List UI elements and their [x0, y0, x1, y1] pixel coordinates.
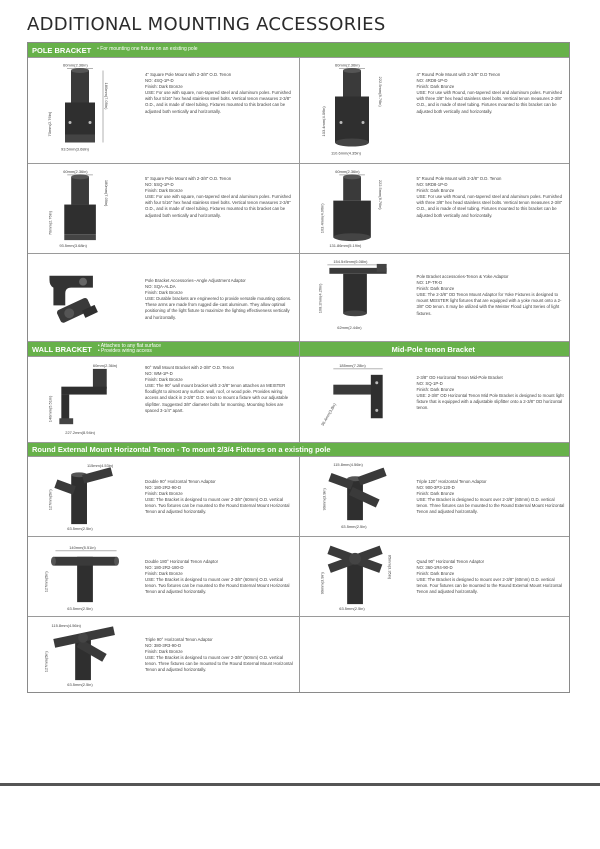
product-card: [28, 457, 299, 536]
dim-label: 70mm(2.76in): [47, 111, 52, 137]
quad-90-tenon-illustration: [303, 541, 413, 612]
triple-90-tenon-illustration: [31, 621, 141, 688]
section-title: WALL BRACKET: [32, 344, 92, 354]
product-number: NO: 5RD8-1P-D: [416, 182, 448, 188]
product-use: USE: Durable brackets are engineered to provide versatile mounting options. These arms are made from rugged die-cast aluminum. They allow optimal positioning of the light fixture to maximize the lighting effectiveness vertically and horizontally.: [145, 296, 292, 320]
empty-cell: [299, 617, 569, 692]
mid-pole-bracket-illustration: [303, 361, 413, 438]
triple-120-tenon-illustration: [303, 461, 413, 532]
product-card: [299, 457, 570, 536]
dim-label: 70mm(2.76in): [47, 210, 53, 236]
product-number: NO: 360-1R4-90-D: [416, 565, 453, 571]
dim-label: 60mm(2.36in): [63, 62, 88, 68]
product-title: Double 90° Horizontal Tenon Adaptor: [145, 479, 216, 484]
product-row: [28, 356, 569, 442]
product-row: [28, 253, 569, 341]
dim-label: 127mm(5in): [43, 571, 49, 593]
product-finish: Finish: Dark Bronze: [416, 286, 455, 292]
product-row: [28, 616, 569, 692]
product-use: USE: 2-3/8" OD Horizontal Tenon Mid Pole Bracket is designed to mount light fixture that is equipped with a adjustable slipfitter onto a 2-3/8" OD horizontal tenon.: [416, 393, 564, 411]
dim-label: 222.5mm(8.76in): [377, 76, 383, 107]
product-use: USE: The Bracket is designed to mount over 2-3/8" (60mm) O.D. vertical tenon. Four fixtures can be mounted to the Round External Mount Horizontal Tenon and adjusted horizontally.: [416, 577, 562, 595]
product-use: USE: For use with Round, non-tapered steel and aluminum poles. Furnished with three 3/8" hex head stainless steel bolts. Vertical tenon measures 2-3/8" O.D., and is made of steel tubing. Fixtures mounted to this bracket can be adjusted both vertically and horizontally.: [416, 194, 563, 218]
dim-label: 62mm(2.44in): [336, 325, 362, 331]
dim-label: 99mm(3.9in): [320, 488, 326, 511]
product-card: [28, 537, 299, 616]
dim-label: 115mm(4.53in): [86, 462, 114, 468]
product-row: [28, 536, 569, 616]
dim-label: 63.5mm(2.5in): [338, 606, 365, 612]
dim-label: 140mm(5.51in): [47, 395, 53, 423]
product-finish: Finish: Dark Bronze: [145, 571, 183, 577]
dim-label: 115.8mm(4.56in): [51, 622, 81, 628]
product-number: NO: SQA-ALDA: [145, 284, 176, 290]
product-number: NO: 4SQ-1P-D: [145, 78, 174, 84]
product-number: NO: WM-1P-D: [145, 371, 173, 377]
dim-label: 180mm(7.09in): [104, 82, 109, 110]
product-row: [28, 163, 569, 253]
dim-label: 93.5mm(3.68in): [59, 243, 87, 249]
product-title: Quad 90° Horizontal Tenon Adaptor: [416, 559, 485, 564]
product-title: 5" Square Pole Mount with 2-3/8" O.D. Tenon: [145, 176, 232, 181]
product-number: NO: 5SQ-1P-D: [145, 182, 174, 188]
section-title: Mid-Pole tenon Bracket: [391, 344, 475, 354]
product-use: USE: The Bracket is designed to mount over 2-3/8" (60mm) O.D. vertical tenon. Three fixtures can be mounted to the Round External Mount Horizontal Tenon and adjusted horizontally.: [145, 655, 293, 673]
product-title: Triple 90° Horizontal Tenon Adaptor: [145, 637, 213, 642]
product-use: USE: For use with square, non-tapered steel and aluminum poles. Furnished with four 5/16" hex head stainless steel bolts. Vertical tenon measures 2-3/8" O.D., and is made of steel tubing. Fixtures mounted to this bracket can be adjusted both vertically and horizontally.: [145, 194, 291, 218]
dim-label: 60mm(2.36in): [334, 168, 360, 174]
product-row: [28, 57, 569, 163]
dim-label: 93.5mm(3.68in): [61, 146, 90, 152]
product-number: NO: 180-2R2-90-D: [145, 485, 182, 491]
product-use: USE: The 2-3/8" OD Tenon Mount Adaptor for Yoke Fixtures is designed to mount MEISTER light fixtures that are equipped with a yoke mount onto a 2-3/8" OD tenon. It may be utilized with the Meister Flood Light Series of light fixtures.: [416, 292, 562, 316]
section-subtitle: • Provides wiring access: [97, 348, 152, 354]
product-number: NO: 180-2R2-180-D: [145, 565, 184, 571]
dim-label: 85mm(3.35in): [387, 554, 393, 580]
section-header-mid-pole: [299, 342, 570, 356]
product-finish: Finish: Dark Bronze: [145, 377, 183, 383]
page-title: ADDITIONAL MOUNTING ACCESSORIES: [27, 14, 386, 35]
product-title: 90° Wall Mount Bracket with 2-3/8" O.D. Tenon: [145, 365, 234, 370]
product-title: Pole Bracket Accessories--Angle Adjustment Adaptor: [145, 278, 246, 283]
product-card: [299, 58, 570, 163]
product-finish: Finish: Dark Bronze: [145, 649, 183, 655]
accessories-table: [27, 42, 570, 693]
product-card: [28, 58, 299, 163]
product-use: USE: For use with Round, non-tapered steel and aluminum poles. Furnished with three 3/8" hex head stainless steel bolts. Vertical tenon measures 2-3/8" O.D., and is made of steel tubing. Fixtures mounted to this bracket can be adjusted both vertically and horizontally.: [416, 90, 563, 114]
section-header-wall-bracket: [28, 342, 299, 356]
dim-label: 63.5mm(2.5in): [67, 682, 93, 688]
product-card: [28, 254, 299, 341]
product-card: [299, 537, 570, 616]
tenon-yoke-adaptor-illustration: [303, 258, 413, 337]
product-finish: Finish: Dark Bronze: [416, 387, 455, 393]
dim-label: 63.5mm(2.5in): [67, 606, 93, 612]
double-90-tenon-illustration: [31, 461, 141, 532]
product-finish: Finish: Dark Bronze: [416, 84, 455, 90]
product-title: 4" Round Pole Mount with 2-3/8" O.D Tenon: [416, 72, 501, 77]
dim-label: 103.4mm(4.06in): [320, 106, 326, 137]
product-finish: Finish: Dark Bronze: [145, 290, 183, 296]
round-pole-mount-illustration: [303, 168, 413, 249]
dim-label: 96.4mm(3.8in): [319, 402, 337, 427]
dim-label: 60mm(2.36in): [63, 168, 88, 174]
angle-adjustment-adaptor-illustration: [31, 258, 141, 337]
product-card: [299, 164, 570, 253]
dim-label: 115.8mm(4.56in): [332, 461, 363, 467]
square-pole-mount-illustration: [31, 168, 141, 249]
product-title: Double 180° Horizontal Tenon Adaptor: [145, 559, 219, 564]
product-row: [28, 456, 569, 536]
dim-label: 127mm(5in): [47, 489, 53, 511]
product-title: 5" Round Pole Mount with 2-3/8" O.D. Tenon: [416, 176, 502, 181]
dim-label: 131.86mm(5.19in): [328, 243, 361, 249]
product-use: USE: The Bracket is designed to mount over 2-3/8" (60mm) O.D. vertical tenon. Two fixtures can be mounted to the Round External Mount Horizontal Tenon and adjusted horizontally.: [145, 497, 290, 515]
product-use: USE: The Bracket is designed to mount over 2-3/8" (60mm) O.D. vertical tenon. Three fixtures can be mounted to the Round External Mount Horizontal Tenon and adjusted horizontally.: [416, 497, 565, 515]
product-card: [299, 357, 570, 442]
round-pole-mount-illustration: [303, 62, 413, 159]
section-headers-row: [28, 341, 569, 356]
section-title: POLE BRACKET: [32, 45, 92, 55]
product-number: NO: 900-3P3-120-D: [416, 485, 455, 491]
dim-label: 127mm(5in): [43, 651, 49, 673]
section-subtitle: • Attaches to any flat surface: [97, 342, 162, 349]
dim-label: 222.5mm(8.76in): [377, 179, 383, 210]
product-number: NO: SQ-1P-D: [416, 381, 443, 387]
product-finish: Finish: Dark Bronze: [145, 84, 183, 90]
product-title: 4" Square Pole Mount with 2-3/8" O.D. Tenon: [145, 72, 232, 77]
product-title: Pole Bracket accessories-Tenon & Yoke Adaptor: [416, 274, 509, 279]
footer-rule: [0, 783, 600, 786]
product-card: [28, 164, 299, 253]
dim-label: 108.2mm(4.26in): [316, 283, 322, 314]
product-number: NO: 1P-TR-D: [416, 280, 443, 286]
dim-label: 227.2mm(8.94in): [65, 430, 96, 436]
double-180-tenon-illustration: [31, 541, 141, 612]
square-pole-mount-illustration: [31, 62, 141, 159]
product-finish: Finish: Dark Bronze: [145, 491, 183, 497]
dim-label: 185mm(7.28in): [338, 362, 366, 368]
product-finish: Finish: Dark Bronze: [416, 491, 455, 497]
dim-label: 180mm(7.09in): [103, 179, 109, 207]
dim-label: 63.5mm(2.5in): [67, 526, 93, 532]
product-finish: Finish: Dark Bronze: [145, 188, 183, 194]
dim-label: 60mm(2.36in): [334, 62, 360, 68]
product-use: USE: For use with square, non-tapered steel and aluminum poles. Furnished with four 5/16" hex head stainless steel bolts. Vertical tenon measures 2-3/8" O.D., and is made of steel tubing. Fixtures mounted to this bracket can be adjusted both vertically and horizontally.: [145, 90, 291, 114]
product-finish: Finish: Dark Bronze: [416, 571, 455, 577]
dim-label: 63.5mm(2.5in): [340, 524, 367, 530]
dim-label: 60mm(2.36in): [92, 362, 118, 368]
section-header-pole-bracket: [28, 43, 569, 57]
dim-label: 154.5±5mm(6.08in): [332, 258, 367, 264]
product-finish: Finish: Dark Bronze: [416, 188, 455, 194]
product-use: USE: The 90° wall mount bracket with 2-3/8" tenon attaches an MEISTER floodlight to almost any surface: wall, roof, or wood pole. Provides wiring access and slack in 2-3/8" O.D. tenon to mount a fixture with our adjustable slipfitter. Suggested 3/8" diameter bolts for mounting. Mounting holes are spaced 3-1/4" apart.: [145, 383, 289, 413]
product-title: Triple 120° Horizontal Tenon Adaptor: [416, 479, 487, 484]
section-header-round-tenon: [28, 442, 569, 456]
dim-label: 103.4mm(4.06in): [318, 203, 324, 234]
dim-label: 140mm(5.51in): [69, 544, 96, 550]
product-number: NO: 380-3R3-90-D: [145, 643, 182, 649]
wall-mount-bracket-illustration: [31, 361, 141, 438]
product-card: [28, 617, 299, 692]
product-number: NO: 4RD8-1P-D: [416, 78, 448, 84]
product-use: USE: The Bracket is designed to mount over 2-3/8" (60mm) O.D. vertical tenon. Two fixtures can be mounted to the Round External Mount Horizontal Tenon and adjusted horizontally.: [145, 577, 290, 595]
dim-label: 99mm(3.9in): [318, 572, 324, 595]
dim-label: 110.6mm(4.35in): [330, 150, 361, 156]
section-title: Round External Mount Horizontal Tenon - To mount 2/3/4 Fixtures on a existing pole: [32, 445, 331, 454]
product-card: [299, 254, 570, 341]
product-title: 2-3/8" OD Horizontal Tenon Mid-Pole Bracket: [416, 375, 503, 380]
product-card: [28, 357, 299, 442]
section-subtitle: • For mounting one fixture on an existing pole: [97, 46, 198, 53]
